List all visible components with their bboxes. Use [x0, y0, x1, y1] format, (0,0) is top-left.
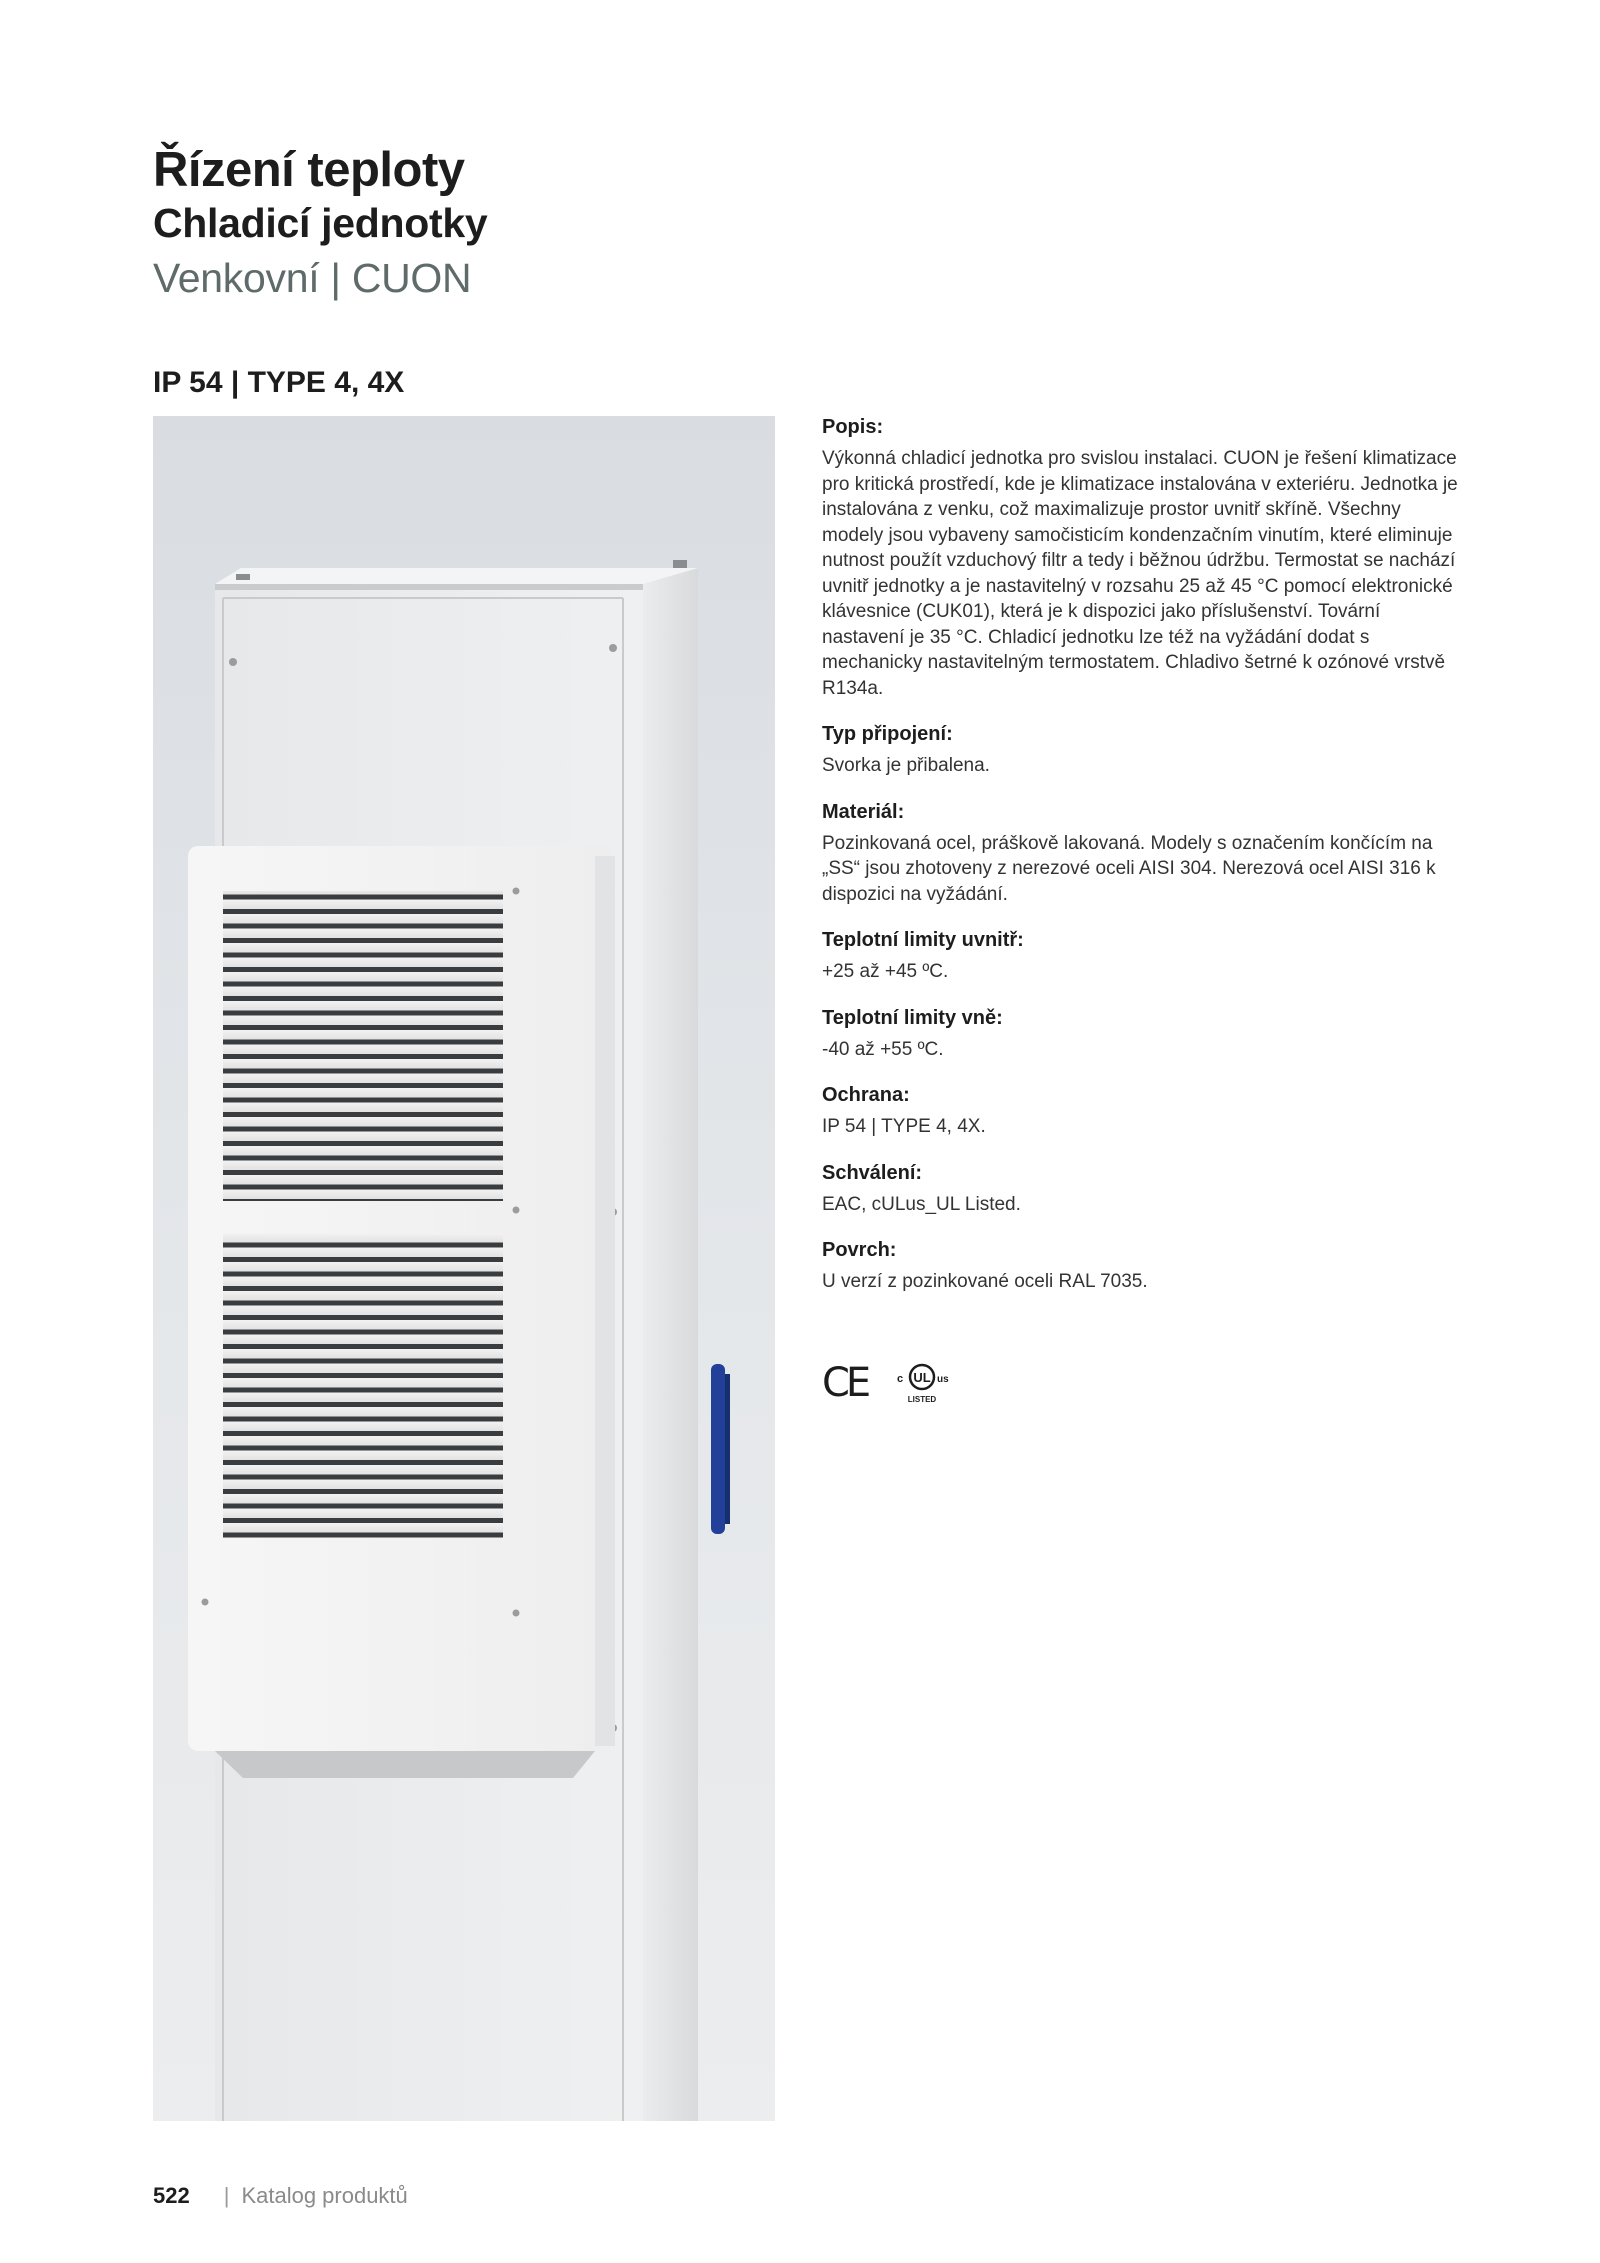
spec-value: +25 až +45 ºC. [822, 961, 949, 982]
spec-value: Svorka je přibalena. [822, 755, 990, 776]
ul-listed-label: LISTED [907, 1395, 937, 1404]
certification-marks [822, 1360, 957, 1406]
product-series: Venkovní | CUON [153, 255, 472, 301]
ul-c-label: c [897, 1373, 904, 1385]
spec-value: U verzí z pozinkované oceli RAL 7035. [822, 1271, 1148, 1292]
spec-value: EAC, cULus_UL Listed. [822, 1193, 1021, 1215]
spec-label: Povrch: [822, 1239, 897, 1261]
spec-protection [822, 1082, 1462, 1140]
ce-mark-icon: CE [822, 1360, 868, 1406]
spec-label: Teplotní limity uvnitř: [822, 929, 1024, 951]
spec-label: Ochrana: [822, 1084, 910, 1106]
page-number: 522 [153, 2183, 190, 2208]
spec-temp-inside [822, 927, 1462, 985]
spec-finish [822, 1237, 1462, 1295]
spec-label: Materiál: [822, 800, 905, 823]
spec-connection [822, 721, 1462, 779]
spec-approvals [822, 1160, 1462, 1218]
spec-label: Schválení: [822, 1161, 923, 1184]
catalog-label: Katalog produktů [241, 2183, 408, 2208]
product-photo [153, 416, 775, 2121]
spec-description [822, 414, 1462, 701]
protection-heading: IP 54 | TYPE 4, 4X [153, 366, 405, 399]
spec-value: Pozinkovaná ocel, práškově lakovaná. Modely s označením končícím na „SS“ jsou zhotoveny z nerezové oceli AISI 304. Nerezová ocel AISI 316 k dispozici na vyžádání. [822, 832, 1436, 905]
page-subtitle: Chladicí jednotky [153, 200, 488, 246]
spec-value: IP 54 | TYPE 4, 4X. [822, 1116, 986, 1137]
ul-mark-label: UL [913, 1370, 931, 1385]
page-title: Řízení teploty [153, 143, 465, 197]
spec-material [822, 799, 1462, 908]
spec-temp-outside [822, 1005, 1462, 1063]
spec-value: -40 až +55 ºC. [822, 1038, 944, 1060]
footer-separator: | [223, 2183, 230, 2208]
spec-label: Popis: [822, 416, 884, 438]
spec-label: Teplotní limity vně: [822, 1006, 1003, 1029]
page-footer [153, 2183, 408, 2209]
spec-label: Typ připojení: [822, 723, 953, 745]
ul-us-label: us [937, 1374, 949, 1385]
ul-listed-icon [895, 1360, 957, 1406]
spec-list [822, 414, 1462, 1315]
spec-value: Výkonná chladicí jednotka pro svislou instalaci. CUON je řešení klimatizace pro kritická prostředí, kde je klimatizace instalována v exteriéru. Jednotka je instalována z venku, což maximalizuje prostor uvnitř skříně. Všechny modely jsou vybaveny samočisticím kondenzačním vinutím, které eliminuje nutnost použít vzduchový filtr a tedy i běžnou údržbu. Termostat se nachází uvnitř jednotky a je nastavitelný v rozsahu 25 až 45 °C pomocí elektronické klávesnice (CUK01), která je k dispozici jako příslušenství. Tovární nastavení je 35 °C. Chladicí jednotku lze též na vyžádání dodat s mechanicky nastavitelným termostatem. Chladivo šetrné k ozónové vrstvě R134a. [822, 448, 1458, 699]
